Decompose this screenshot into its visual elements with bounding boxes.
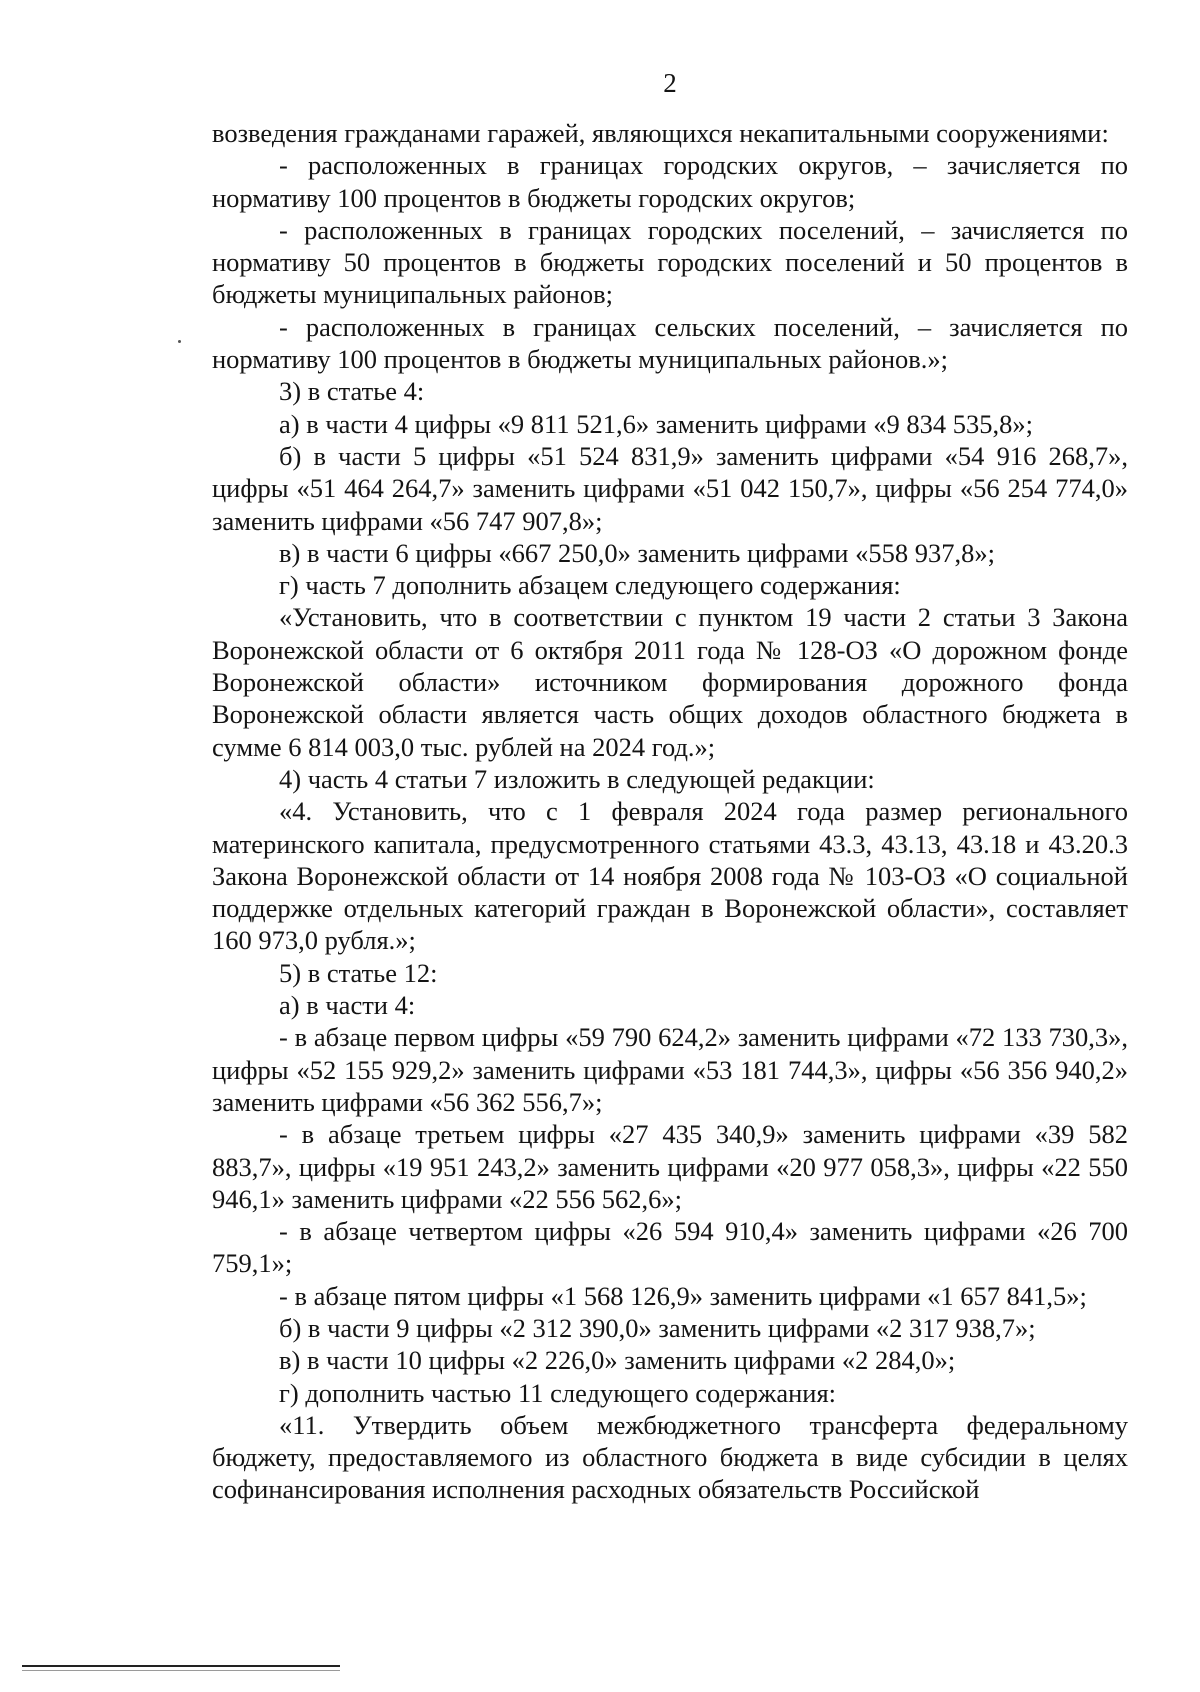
paragraph: г) часть 7 дополнить абзацем следующего содержания: bbox=[279, 570, 901, 601]
paragraph: - расположенных в границах городских округов, – зачисляется по нормативу 100 процентов в бюджеты городских округов; bbox=[212, 150, 1128, 213]
paragraph: 4) часть 4 статьи 7 изложить в следующей редакции: bbox=[279, 763, 875, 794]
paragraph: 3) в статье 4: bbox=[279, 376, 425, 407]
paragraph: - в абзаце пятом цифры «1 568 126,9» заменить цифрами «1 657 841,5»; bbox=[279, 1280, 1087, 1311]
paragraph: «4. Установить, что с 1 февраля 2024 года размер регионального материнского капитала, предусмотренного статьями 43.3, 43.13, 43.18 и 43.20.3 Закона Воронежской области от 14 ноября 2008 года № 103-ОЗ «О социальной поддержке отдельных категорий граждан в Воронежской области», составляет 160 973,0 рубля.»; bbox=[212, 796, 1128, 956]
paragraph: - в абзаце первом цифры «59 790 624,2» заменить цифрами «72 133 730,3», цифры «52 155 929,2» заменить цифрами «53 181 744,3», цифры «56 356 940,2» заменить цифрами «56 362 556,7»; bbox=[212, 1022, 1128, 1117]
paragraph: «Установить, что в соответствии с пунктом 19 части 2 статьи 3 Закона Воронежской области от 6 октября 2011 года № 128-ОЗ «О дорожном фонде Воронежской области» источником формирования дорожного фонда Воронежской области является часть общих доходов областного бюджета в сумме 6 814 003,0 тыс. рублей на 2024 год.»; bbox=[212, 602, 1128, 762]
paragraph: в) в части 10 цифры «2 226,0» заменить цифрами «2 284,0»; bbox=[279, 1345, 956, 1376]
paragraph: в) в части 6 цифры «667 250,0» заменить цифрами «558 937,8»; bbox=[279, 537, 995, 568]
paragraph: а) в части 4: bbox=[279, 990, 416, 1021]
paragraph: а) в части 4 цифры «9 811 521,6» заменить цифрами «9 834 535,8»; bbox=[279, 408, 1033, 439]
scan-speck bbox=[178, 340, 181, 343]
paragraph: - в абзаце четвертом цифры «26 594 910,4» заменить цифрами «26 700 759,1»; bbox=[212, 1216, 1128, 1279]
footer-rule-shadow bbox=[22, 1670, 340, 1671]
footer-rule bbox=[22, 1665, 340, 1667]
paragraph: 5) в статье 12: bbox=[279, 957, 438, 988]
paragraph: «11. Утвердить объем межбюджетного трансферта федеральному бюджету, предоставляемого из областного бюджета в виде субсидии в целях софинансирования исполнения расходных обязательств Российской bbox=[212, 1409, 1128, 1505]
paragraph: возведения гражданами гаражей, являющихся некапитальными сооружениями: bbox=[212, 118, 1109, 148]
paragraph: - расположенных в границах городских поселений, – зачисляется по нормативу 50 процентов в бюджеты городских поселений и 50 процентов в бюджеты муниципальных районов; bbox=[212, 214, 1128, 310]
paragraph: г) дополнить частью 11 следующего содержания: bbox=[279, 1377, 837, 1408]
paragraph: - расположенных в границах сельских поселений, – зачисляется по нормативу 100 процентов в бюджеты муниципальных районов.»; bbox=[212, 311, 1128, 375]
paragraph: б) в части 5 цифры «51 524 831,9» заменить цифрами «54 916 268,7», цифры «51 464 264,7» заменить цифрами «51 042 150,7», цифры «56 254 774,0» заменить цифрами «56 747 907,8»; bbox=[212, 440, 1128, 536]
paragraph: б) в части 9 цифры «2 312 390,0» заменить цифрами «2 317 938,7»; bbox=[279, 1312, 1036, 1343]
paragraph: - в абзаце третьем цифры «27 435 340,9» заменить цифрами «39 582 883,7», цифры «19 951 243,2» заменить цифрами «20 977 058,3», цифры «22 550 946,1» заменить цифрами «22 556 562,6»; bbox=[212, 1119, 1128, 1214]
document-body bbox=[212, 117, 1128, 1506]
page-number: 2 bbox=[663, 68, 677, 98]
